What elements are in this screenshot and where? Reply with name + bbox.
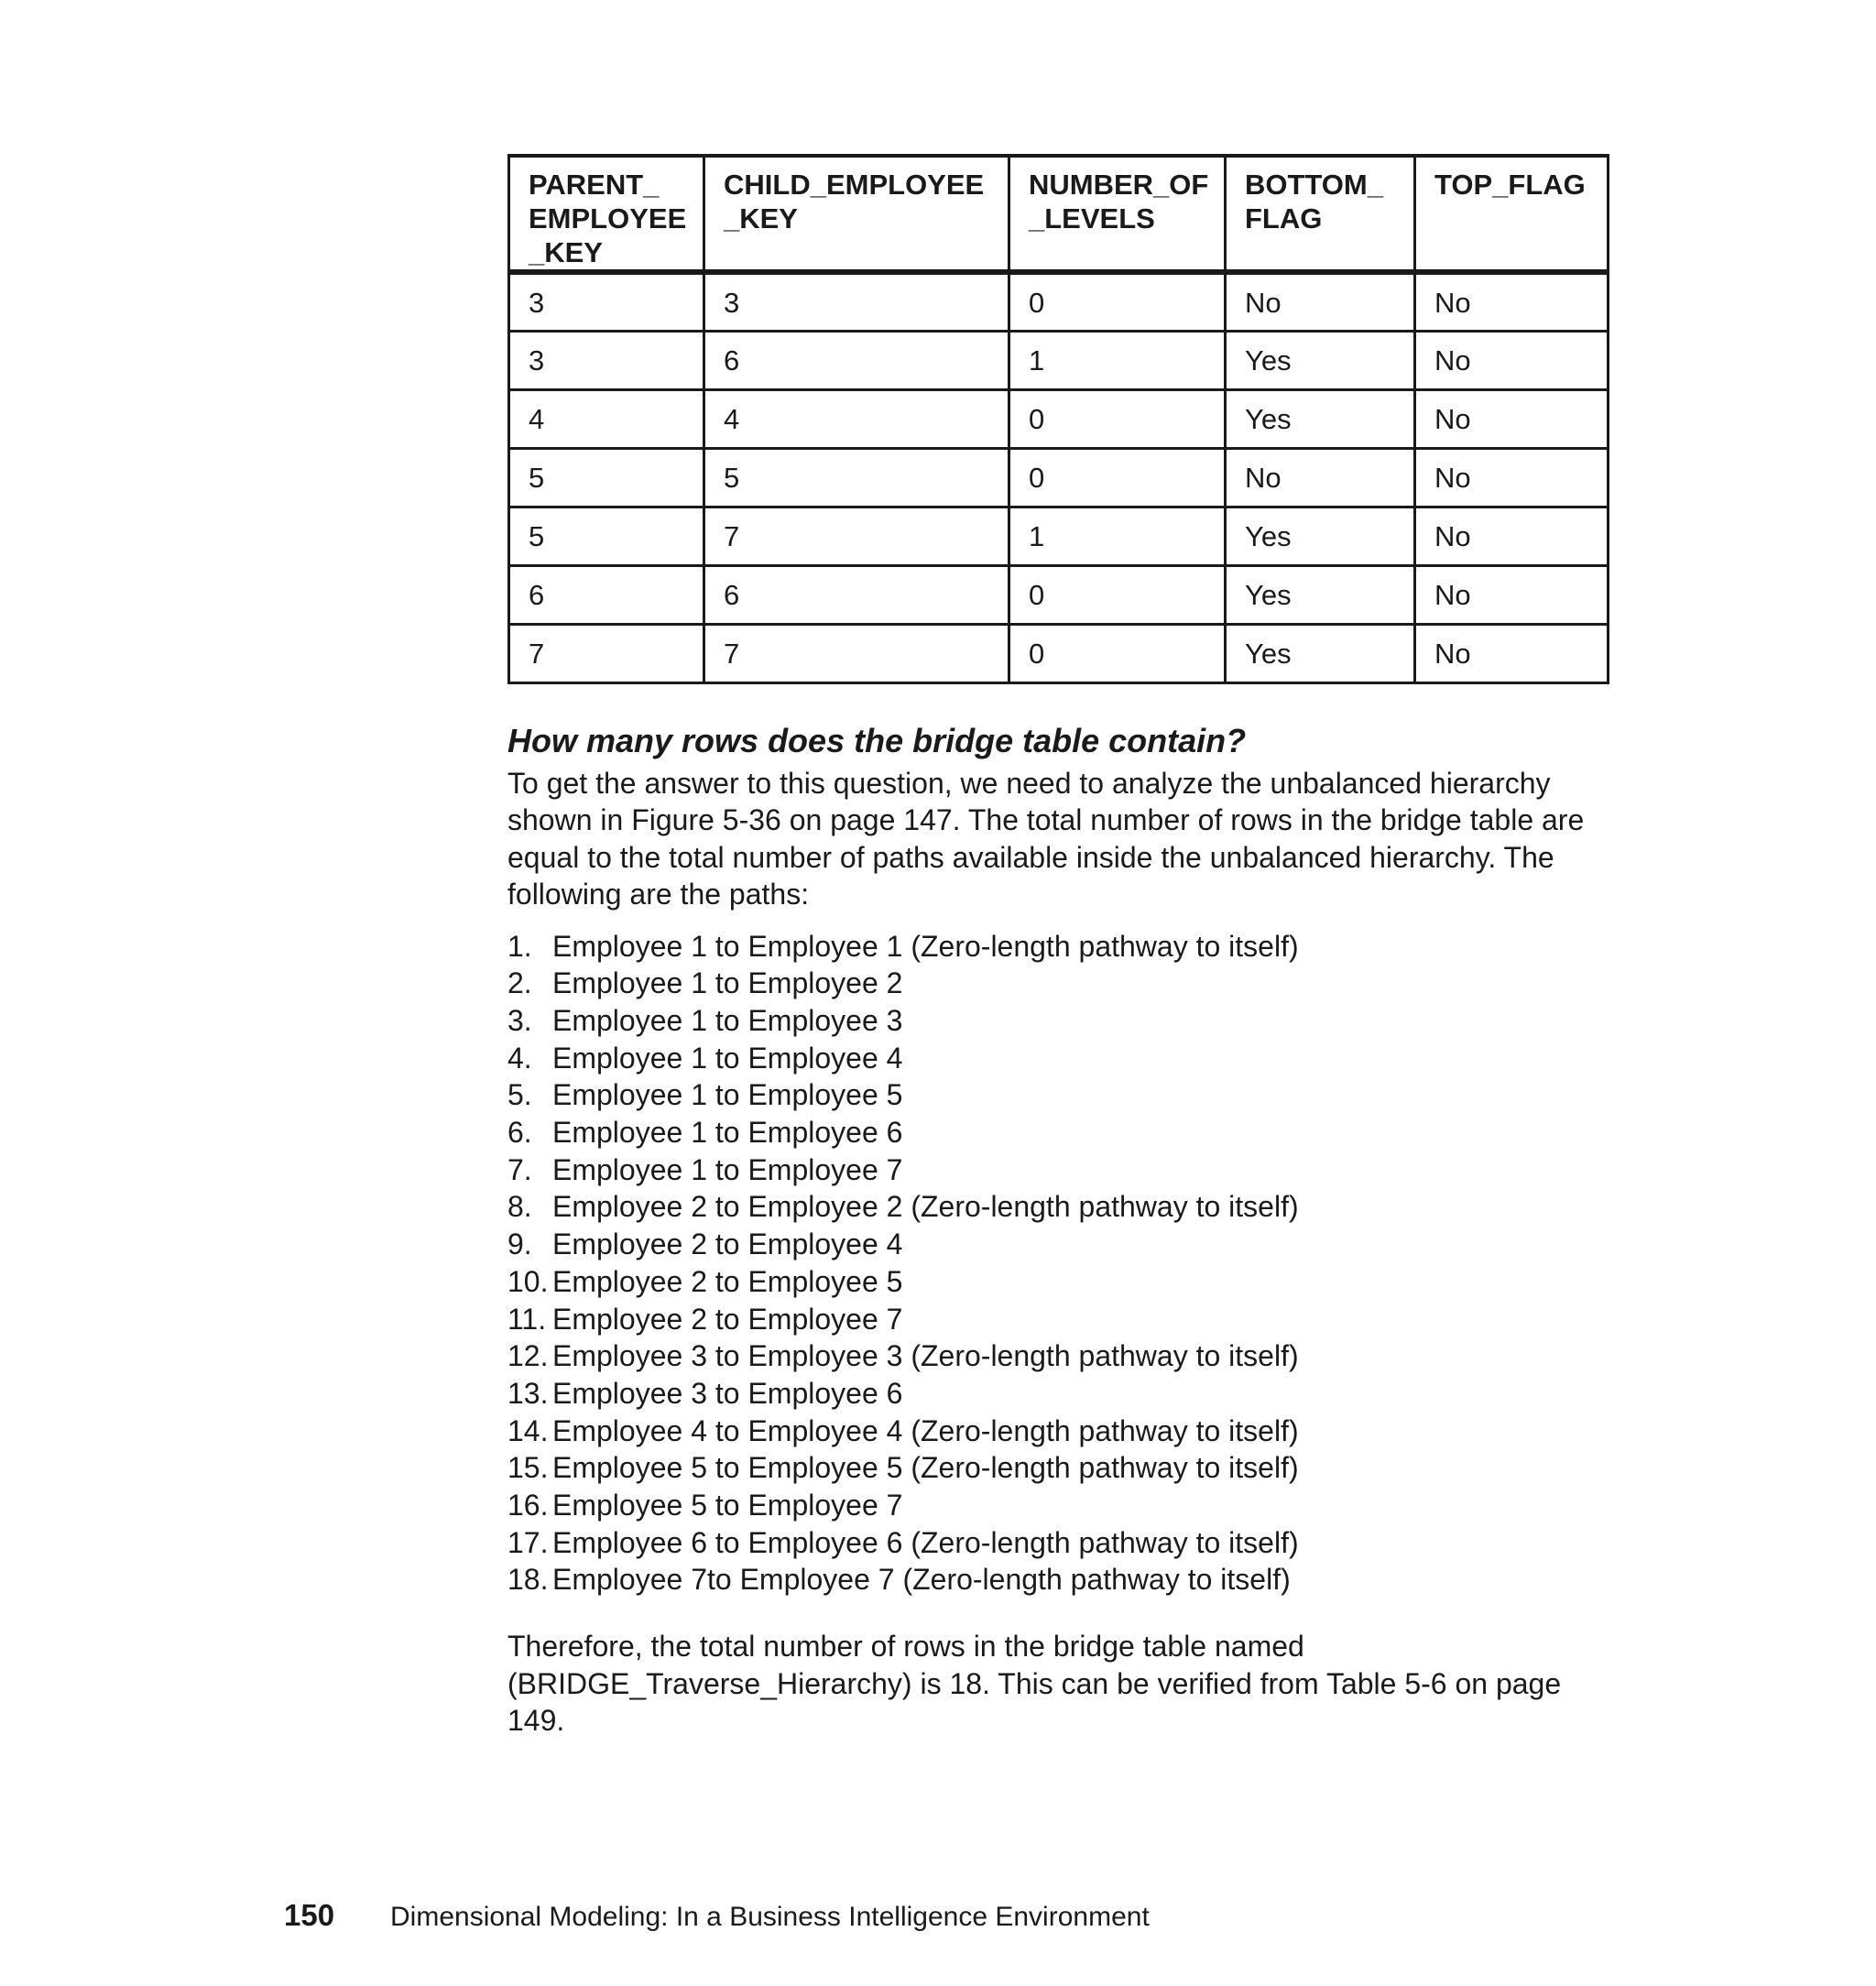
table-row [509,565,1609,624]
header-parent-employee-key: PARENT_ EMPLOYEE _KEY [509,156,704,272]
list-item-text: Employee 6 to Employee 6 (Zero-length pathway to itself) [552,1525,1299,1559]
list-item-number: 10. [507,1264,549,1298]
table-row [509,624,1609,682]
list-item [507,1337,1607,1375]
book-title: Dimensional Modeling: In a Business Intelligence Environment [390,1902,1150,1932]
table-cell: 0 [1009,565,1226,624]
table-cell: No [1415,331,1609,389]
table-row [509,507,1609,565]
table-cell: 3 [509,331,704,389]
table-cell: 5 [509,507,704,565]
list-item-number: 13. [507,1376,549,1410]
table-cell: 4 [509,389,704,448]
table-cell: 6 [509,565,704,624]
table-cell: 0 [1009,389,1226,448]
list-item [507,1487,1607,1524]
list-item-number: 16. [507,1489,549,1522]
list-item-text: Employee 5 to Employee 7 [552,1489,903,1522]
list-item [507,1076,1607,1114]
table-cell: 0 [1009,624,1226,682]
list-item [507,1151,1607,1189]
table-cell: 3 [704,272,1009,331]
table-cell: Yes [1226,565,1415,624]
list-item-number: 8. [507,1190,532,1224]
list-item [507,1226,1607,1263]
header-top-flag: TOP_FLAG [1415,156,1609,272]
paths-list [507,928,1607,1599]
table-header-row [509,156,1609,272]
list-item [507,1375,1607,1413]
section-heading: How many rows does the bridge table contain? [507,721,1247,759]
list-item-number: 9. [507,1228,532,1261]
bridge-table [507,154,1609,684]
table-cell: 7 [509,624,704,682]
list-item-number: 6. [507,1116,532,1150]
page-content [507,154,1607,1740]
list-item-number: 17. [507,1525,549,1559]
list-item [507,1263,1607,1301]
list-item-text: Employee 2 to Employee 2 (Zero-length pathway to itself) [552,1190,1299,1224]
table-cell: 5 [704,448,1009,507]
table-cell: 7 [704,624,1009,682]
list-item-number: 7. [507,1152,532,1186]
list-item-text: Employee 3 to Employee 6 [552,1376,903,1410]
table-cell: No [1226,272,1415,331]
table-cell: No [1415,389,1609,448]
table-cell: Yes [1226,389,1415,448]
list-item-number: 5. [507,1078,532,1112]
list-item [507,1449,1607,1487]
table-cell: Yes [1226,331,1415,389]
table-cell: 6 [704,331,1009,389]
list-item-text: Employee 7to Employee 7 (Zero-length pathway to itself) [552,1563,1291,1597]
table-cell: No [1415,624,1609,682]
page-number: 150 [284,1898,335,1932]
list-item [507,1114,1607,1151]
table-cell: 3 [509,272,704,331]
list-item-number: 4. [507,1041,532,1075]
intro-paragraph: To get the answer to this question, we need to analyze the unbalanced hierarchy shown in Figure 5-36 on page 147. The total number of rows in the bridge table are equal to the total number of paths available inside the unbalanced hierarchy. The following are the paths: [507,766,1585,911]
header-bottom-flag: BOTTOM_ FLAG [1226,156,1415,272]
list-item-text: Employee 2 to Employee 4 [552,1228,903,1261]
list-item-text: Employee 1 to Employee 6 [552,1116,903,1150]
table-cell: No [1415,565,1609,624]
list-item-number: 15. [507,1451,549,1485]
table-row [509,331,1609,389]
header-child-employee-key: CHILD_EMPLOYEE _KEY [704,156,1009,272]
table-cell: No [1415,272,1609,331]
list-item [507,965,1607,1002]
list-item-text: Employee 2 to Employee 5 [552,1264,903,1298]
conclusion-paragraph: Therefore, the total number of rows in the bridge table named (BRIDGE_Traverse_Hierarchy) is 18. This can be verified from Table 5-6 on page 149. [507,1630,1562,1738]
list-item [507,1413,1607,1450]
table-cell: 7 [704,507,1009,565]
list-item-number: 14. [507,1413,549,1447]
list-item-number: 2. [507,966,532,1000]
list-item [507,1301,1607,1338]
table-cell: No [1226,448,1415,507]
list-item [507,1002,1607,1040]
list-item-number: 1. [507,929,532,963]
list-item-number: 18. [507,1563,549,1597]
table-cell: 0 [1009,448,1226,507]
list-item-number: 12. [507,1339,549,1373]
list-item-text: Employee 5 to Employee 5 (Zero-length pathway to itself) [552,1451,1299,1485]
page-footer [284,1898,1150,1933]
list-item-text: Employee 1 to Employee 2 [552,966,903,1000]
list-item-text: Employee 1 to Employee 1 (Zero-length pathway to itself) [552,929,1299,963]
table-cell: 0 [1009,272,1226,331]
header-number-of-levels: NUMBER_OF _LEVELS [1009,156,1226,272]
list-item-text: Employee 3 to Employee 3 (Zero-length pathway to itself) [552,1339,1299,1373]
list-item-text: Employee 1 to Employee 7 [552,1152,903,1186]
list-item-text: Employee 1 to Employee 4 [552,1041,903,1075]
table-cell: 6 [704,565,1009,624]
list-item [507,1188,1607,1226]
table-cell: 5 [509,448,704,507]
table-row [509,448,1609,507]
list-item-number: 3. [507,1003,532,1037]
table-cell: Yes [1226,507,1415,565]
list-item-number: 11. [507,1302,547,1336]
list-item [507,928,1607,966]
table-cell: 1 [1009,507,1226,565]
table-row [509,272,1609,331]
table-row [509,389,1609,448]
list-item-text: Employee 1 to Employee 3 [552,1003,903,1037]
list-item-text: Employee 2 to Employee 7 [552,1302,903,1336]
table-cell: Yes [1226,624,1415,682]
table-cell: 4 [704,389,1009,448]
list-item [507,1524,1607,1562]
table-cell: No [1415,448,1609,507]
list-item-text: Employee 1 to Employee 5 [552,1078,903,1112]
table-cell: No [1415,507,1609,565]
list-item [507,1040,1607,1077]
table-cell: 1 [1009,331,1226,389]
list-item [507,1561,1607,1599]
list-item-text: Employee 4 to Employee 4 (Zero-length pathway to itself) [552,1413,1299,1447]
